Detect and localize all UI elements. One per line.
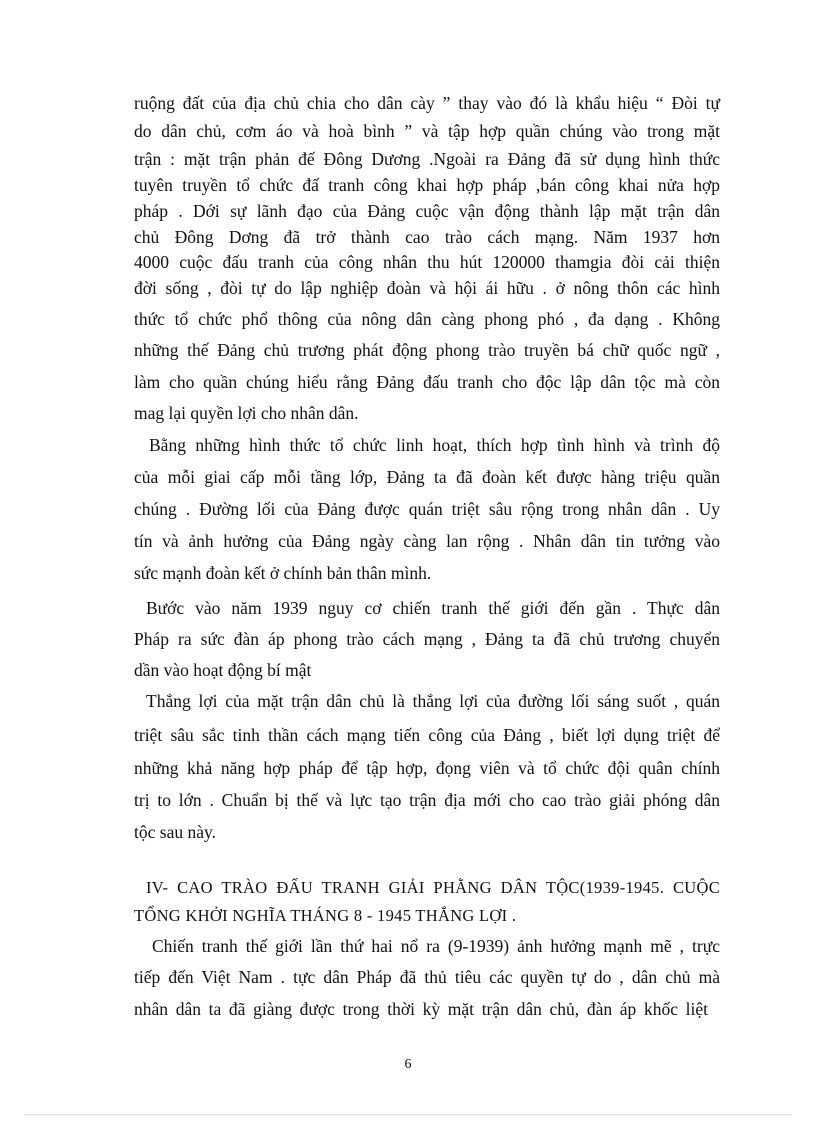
text-line: chủ Đông Dơng đã trở thành cao trào cách mạng. Năm 1937 hơn xyxy=(134,227,720,247)
text-line: do dân chủ, cơm áo và hoà bình ” và tập hợp quần chúng vào trong mặt xyxy=(134,121,720,141)
text-line: Bước vào năm 1939 nguy cơ chiến tranh thế giới đến gần . Thực dân xyxy=(146,598,720,618)
text-line: triệt sâu sắc tinh thần cách mạng tiến công của Đảng , biết lợi dụng triệt để xyxy=(134,725,720,745)
text-line: của mỗi giai cấp mỗi tầng lớp, Đảng ta đã đoàn kết được hàng triệu quần xyxy=(134,467,720,487)
text-line: trị to lớn . Chuẩn bị thế và lực tạo trận địa mới cho cao trào giải phóng dân xyxy=(134,790,720,810)
text-line: làm cho quần chúng hiểu rằng Đảng đấu tranh cho độc lập dân tộc mà còn xyxy=(134,372,720,392)
text-line: nhân dân ta đã giàng được trong thời kỳ mặt trận dân chủ, đàn áp khốc liệt xyxy=(134,999,708,1019)
text-line: ruộng đất của địa chủ chia cho dân cày ” thay vào đó là khẩu hiệu “ Đòi tự xyxy=(134,93,720,113)
text-line: sức mạnh đoàn kết ở chính bản thân mình. xyxy=(134,563,432,583)
heading-line: TỔNG KHỞI NGHĨA THÁNG 8 - 1945 THẮNG LỢI . xyxy=(134,906,517,925)
text-line: tín và ảnh hưởng của Đảng ngày càng lan rộng . Nhân dân tin tưởng vào xyxy=(134,531,720,551)
text-line: đời sống , đòi tự do lập nghiệp đoàn và hội ái hữu . ở nông thôn các hình xyxy=(134,278,720,298)
text-line: tuyên truyền tổ chức đấ tranh công khai hợp pháp ,bán công khai nửa hợp xyxy=(134,175,720,195)
text-line: dần vào hoạt động bí mật xyxy=(134,660,312,680)
text-line: mag lại quyền lợi cho nhân dân. xyxy=(134,403,359,423)
text-line: chúng . Đường lối của Đảng được quán triệt sâu rộng trong nhân dân . Uy xyxy=(134,499,720,519)
text-line: pháp . Dới sự lãnh đạo của Đảng cuộc vận động thành lập mặt trận dân xyxy=(134,201,720,221)
text-line: thức tổ chức phổ thông của nông dân càng phong phó , đa dạng . Không xyxy=(134,309,720,329)
text-line: tiếp đến Việt Nam . tực dân Pháp đã thủ tiêu các quyền tự do , dân chủ mà xyxy=(134,967,720,987)
text-line: tộc sau này. xyxy=(134,822,216,842)
text-line: những khả năng hợp pháp để tập hợp, đọng viên và tổ chức đội quân chính xyxy=(134,758,720,778)
text-line: Thắng lợi của mặt trận dân chủ là thắng lợi của đường lối sáng suốt , quán xyxy=(146,691,720,711)
text-line: Bằng những hình thức tổ chức linh hoạt, thích hợp tình hình và trình độ xyxy=(149,435,720,455)
page-bottom-border xyxy=(24,1114,792,1115)
heading-line: IV- CAO TRÀO ĐẤU TRANH GIẢI PHẰNG DÂN TỘC(1939-1945. CUỘC xyxy=(146,878,720,897)
page-number: 6 xyxy=(404,1057,412,1072)
text-line: Pháp ra sức đàn áp phong trào cách mạng , Đảng ta đã chủ trương chuyển xyxy=(134,629,720,649)
text-line: trận : mặt trận phản đế Đông Dương .Ngoài ra Đảng đã sử dụng hình thức xyxy=(134,149,720,169)
text-line: 4000 cuộc đấu tranh của công nhân thu hút 120000 thamgia đòi cải thiện xyxy=(134,252,720,272)
text-line: Chiến tranh thế giới lần thứ hai nổ ra (9-1939) ảnh hưởng mạnh mẽ , trực xyxy=(152,936,720,956)
text-line: những thế Đảng chủ trương phát động phong trào truyền bá chữ quốc ngữ , xyxy=(134,340,720,360)
